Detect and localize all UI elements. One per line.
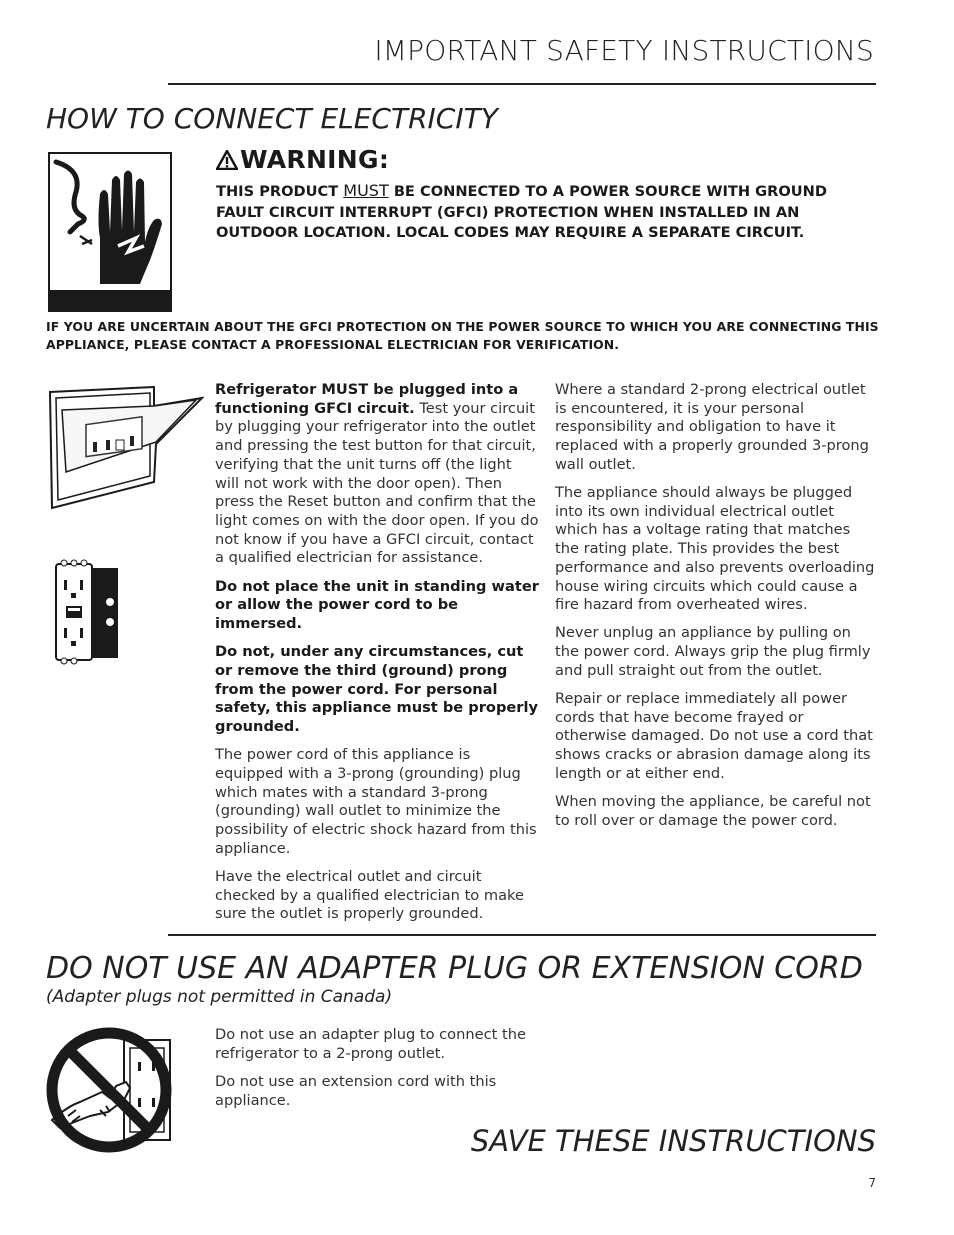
warning-text-must: MUST <box>343 181 389 200</box>
section-title-connect-electricity: HOW TO CONNECT ELECTRICITY <box>46 102 498 135</box>
extension-cord-paragraph: Do not use an extension cord with this appliance. <box>215 1072 497 1109</box>
standing-water-warning: Do not place the unit in standing water or allow the power cord to be immersed. <box>215 577 539 632</box>
section-rule <box>168 934 876 936</box>
ground-prong-warning: Do not, under any circumstances, cut or remove the third (ground) prong from the power cord. For personal safety, this appliance must be properly grounded. <box>215 643 539 735</box>
no-adapter-plug-icon <box>46 1026 172 1154</box>
outdoor-outlet-cover-icon <box>48 386 204 510</box>
warning-triangle-icon <box>216 150 238 170</box>
power-cord-paragraph: The power cord of this appliance is equipped with a 3-prong (grounding) plug which mates with a standard 3-prong (grounding) wall outlet to minimize the possibility of electric shock hazard from this appliance. <box>215 746 537 857</box>
page-number: 7 <box>868 1176 876 1190</box>
warning-text-post: BE CONNECTED TO A POWER SOURCE WITH GROUND FAULT CIRCUIT INTERRUPT (GFCI) PROTECTION WHEN INSTALLED IN AN OUTDOOR LOCATION. LOCAL CODES MAY REQUIRE A SEPARATE CIRCUIT. <box>216 183 827 241</box>
gfci-receptacle-icon <box>52 558 122 666</box>
left-column <box>215 381 540 933</box>
moving-appliance-paragraph: When moving the appliance, be careful not to roll over or damage the power cord. <box>555 793 871 829</box>
two-prong-paragraph: Where a standard 2-prong electrical outlet is encountered, it is your personal responsibility and obligation to have it replaced with a properly grounded 3-prong wall outlet. <box>555 381 869 473</box>
section-title-no-adapter: DO NOT USE AN ADAPTER PLUG OR EXTENSION CORD <box>46 951 863 986</box>
right-column <box>555 381 877 840</box>
warning-text <box>216 181 866 244</box>
header-rule <box>168 83 876 85</box>
electric-shock-hand-icon <box>48 152 172 312</box>
gfci-test-text: Test your circuit by plugging your refrigerator into the outlet and pressing the test button for that circuit, verifying that the unit turns off (the light will not work with the door open). Then press the Reset button and confirm that the light comes on with the door open. If you do not know if you have a GFCI circuit, contact a qualified electrician for assistance. <box>215 399 539 567</box>
save-instructions-heading: SAVE THESE INSTRUCTIONS <box>470 1124 876 1158</box>
individual-outlet-paragraph: The appliance should always be plugged into its own individual electrical outlet which has a voltage rating that matches the rating plate. This provides the best performance and also prevents overloading house wiring circuits which could cause a fire hazard from overheated wires. <box>555 484 875 614</box>
adapter-text <box>215 1026 545 1120</box>
adapter-plug-paragraph: Do not use an adapter plug to connect the refrigerator to a 2-prong outlet. <box>215 1026 526 1062</box>
unplug-paragraph: Never unplug an appliance by pulling on the power cord. Always grip the plug firmly and pull straight out from the outlet. <box>555 624 871 679</box>
gfci-bold-lead: Refrigerator MUST be plugged into a functioning GFCI circuit. <box>215 381 519 417</box>
left-paragraph-1 <box>215 381 540 568</box>
frayed-cord-paragraph: Repair or replace immediately all power cords that have become frayed or otherwise damaged. Do not use a cord that shows cracks or abrasion damage along its length or at either end. <box>555 690 873 782</box>
warning-text-pre: THIS PRODUCT <box>216 183 339 200</box>
gfci-uncertain-notice: IF YOU ARE UNCERTAIN ABOUT THE GFCI PROTECTION ON THE POWER SOURCE TO WHICH YOU ARE CONNECTING THIS APPLIANCE, PLEASE CONTACT A PROFESSIONAL ELECTRICIAN FOR VERIFICATION. <box>46 319 879 352</box>
outlet-check-paragraph: Have the electrical outlet and circuit checked by a qualified electrician to make sure the outlet is properly grounded. <box>215 867 524 923</box>
section-subtitle-canada: (Adapter plugs not permitted in Canada) <box>46 987 393 1007</box>
header-title: IMPORTANT SAFETY INSTRUCTIONS <box>374 34 874 67</box>
warning-title: WARNING: <box>240 145 390 174</box>
